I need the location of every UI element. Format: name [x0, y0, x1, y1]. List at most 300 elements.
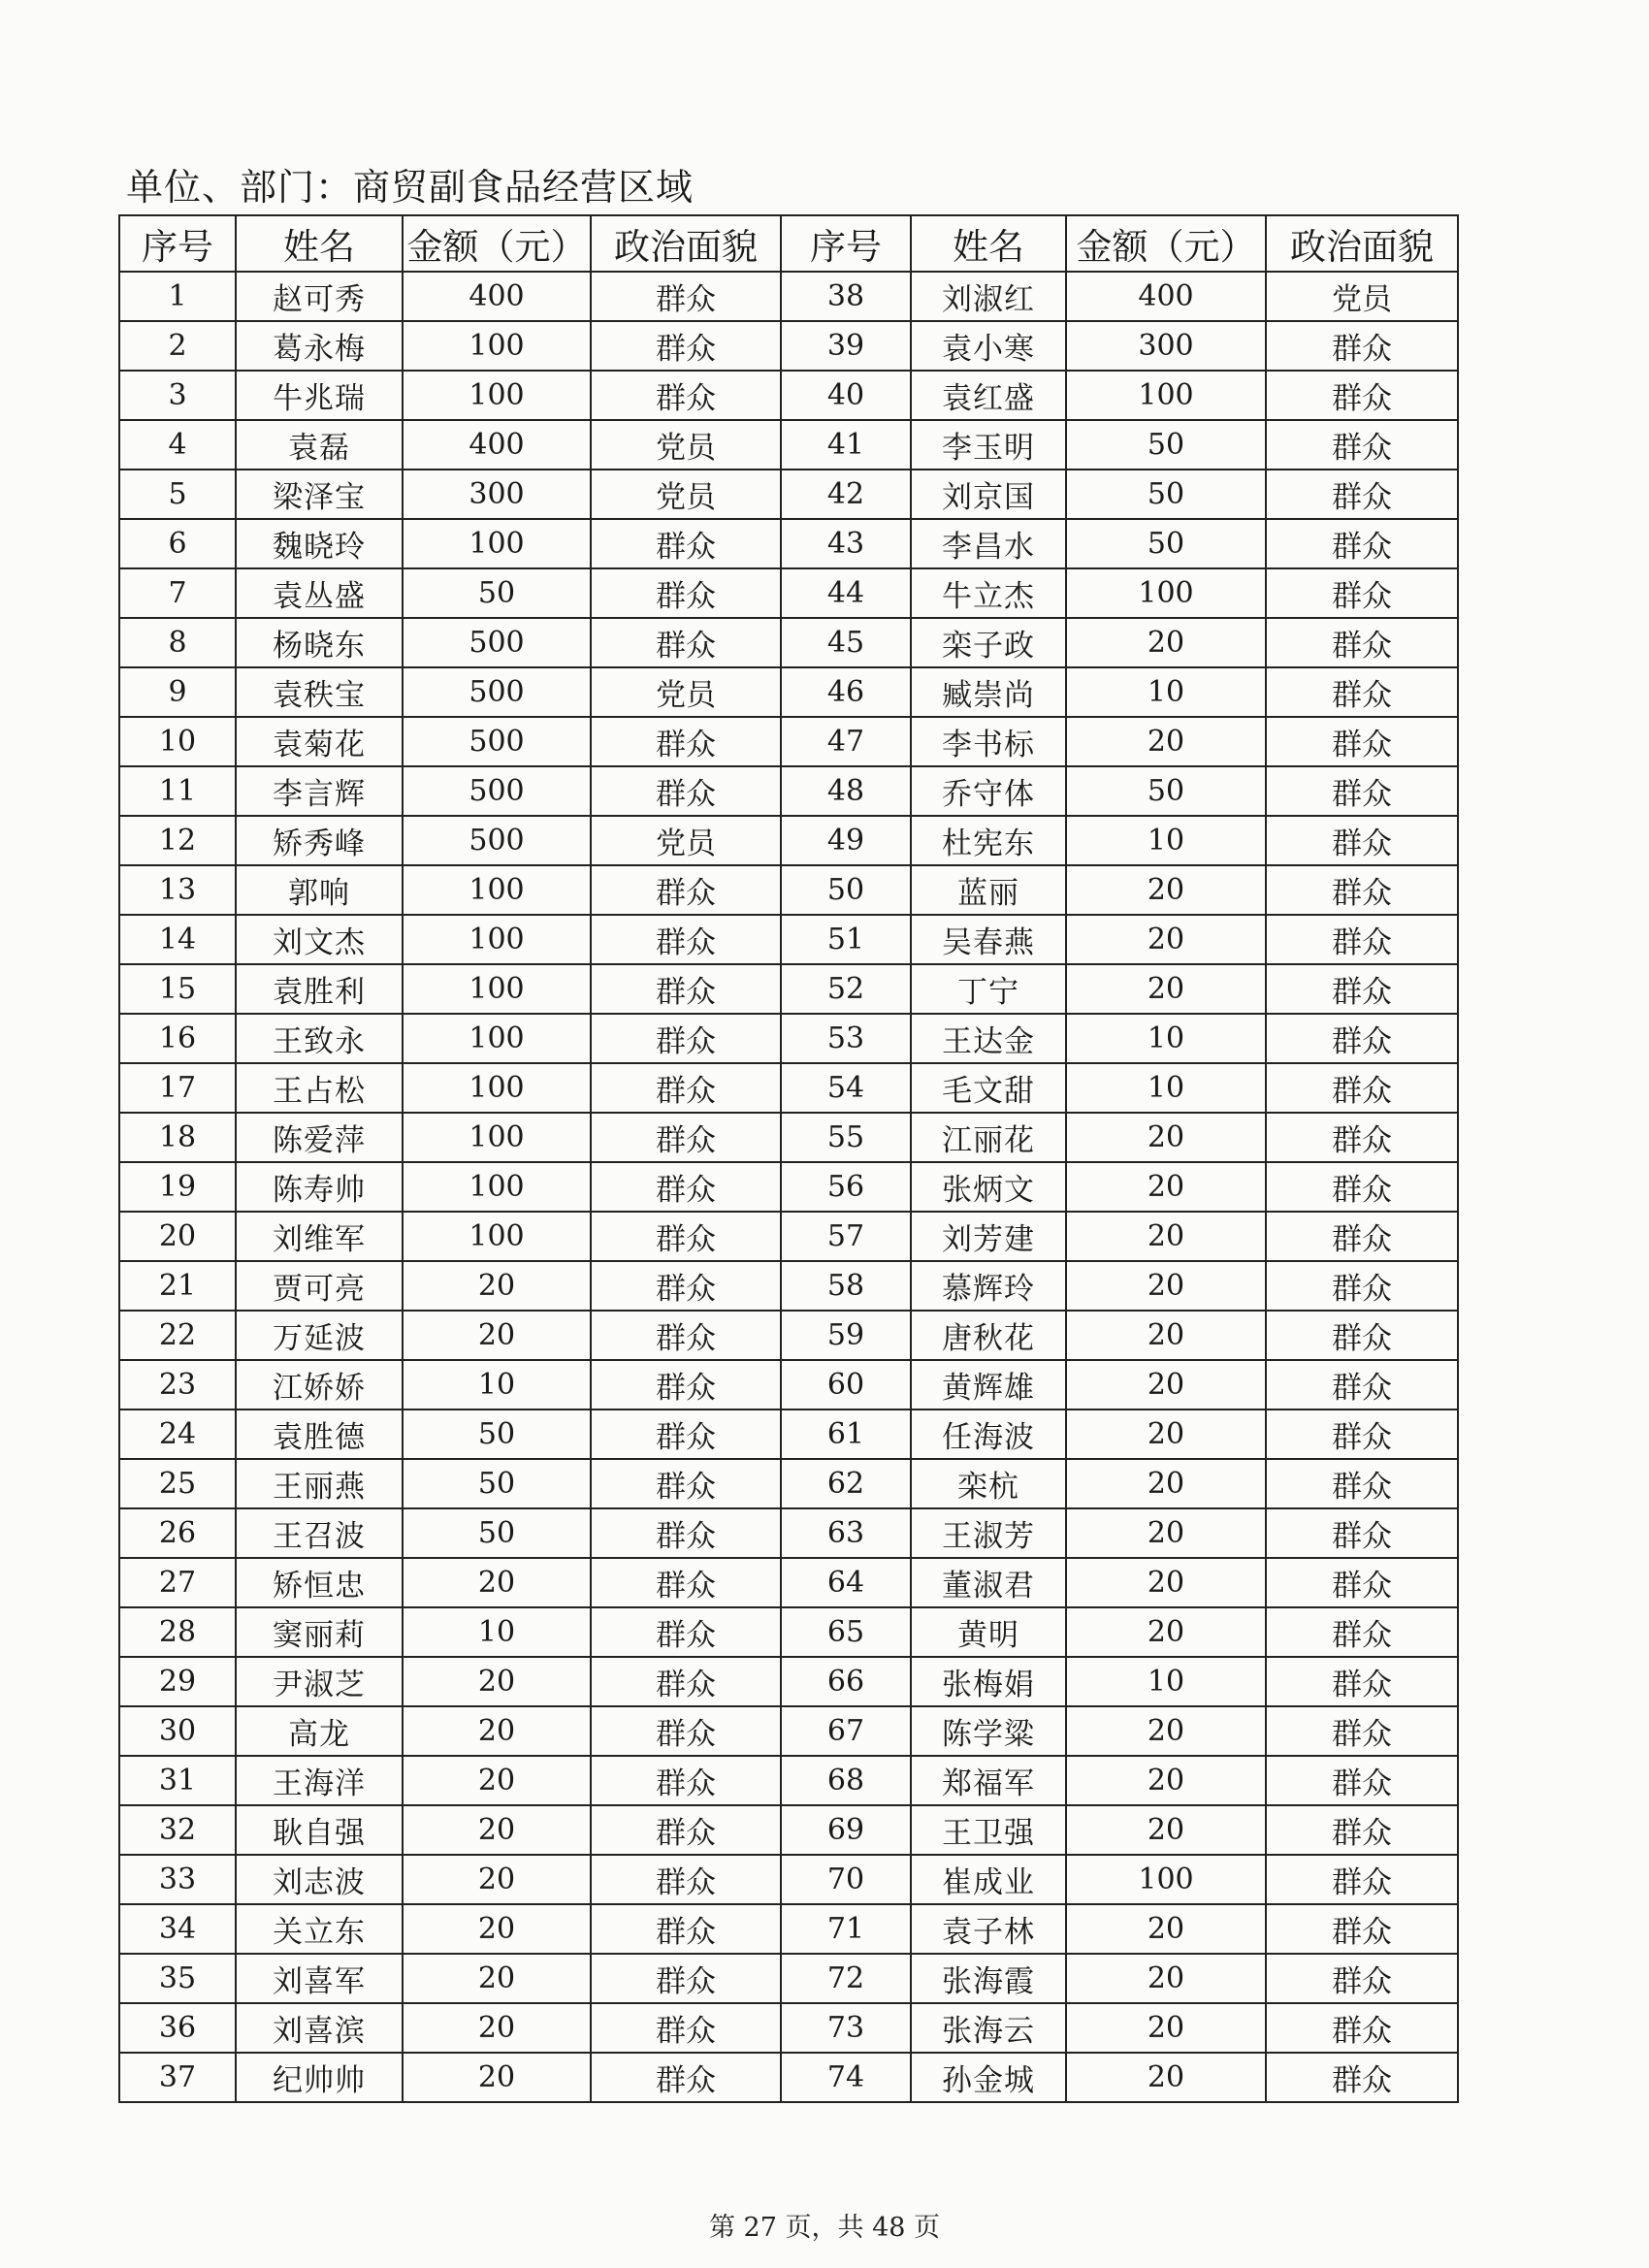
amount-cell: 20: [403, 1657, 591, 1706]
serial-cell: 18: [119, 1113, 236, 1162]
political-status-cell: 群众: [591, 1855, 781, 1904]
serial-cell: 31: [119, 1756, 236, 1805]
serial-cell: 37: [119, 2053, 236, 2102]
amount-cell: 100: [403, 1212, 591, 1261]
political-status-cell: 群众: [591, 1459, 781, 1508]
amount-cell: 400: [403, 272, 591, 321]
name-cell: 赵可秀: [236, 272, 403, 321]
serial-cell: 67: [781, 1706, 911, 1756]
name-cell: 王海洋: [236, 1756, 403, 1805]
serial-cell: 65: [781, 1607, 911, 1657]
name-cell: 郭响: [236, 865, 403, 915]
amount-cell: 50: [1066, 766, 1266, 816]
name-cell: 唐秋花: [911, 1311, 1066, 1360]
political-status-cell: 群众: [591, 2053, 781, 2102]
name-cell: 乔守体: [911, 766, 1066, 816]
name-cell: 牛立杰: [911, 568, 1066, 618]
political-status-cell: 群众: [591, 1805, 781, 1855]
table-row: [119, 1459, 1458, 1508]
amount-cell: 20: [1066, 1607, 1266, 1657]
amount-cell: 100: [403, 1014, 591, 1063]
name-cell: 王占松: [236, 1063, 403, 1113]
serial-cell: 15: [119, 964, 236, 1014]
name-cell: 李昌水: [911, 519, 1066, 568]
serial-cell: 69: [781, 1805, 911, 1855]
amount-cell: 500: [403, 618, 591, 667]
name-cell: 蓝丽: [911, 865, 1066, 915]
table-row: [119, 1558, 1458, 1607]
table-row: [119, 964, 1458, 1014]
amount-cell: 50: [403, 1459, 591, 1508]
serial-cell: 24: [119, 1409, 236, 1459]
amount-cell: 100: [403, 1162, 591, 1212]
serial-cell: 41: [781, 420, 911, 470]
table-row: [119, 1706, 1458, 1756]
serial-cell: 16: [119, 1014, 236, 1063]
name-cell: 纪帅帅: [236, 2053, 403, 2102]
table-row: [119, 1904, 1458, 1954]
political-status-cell: 群众: [591, 766, 781, 816]
serial-cell: 61: [781, 1409, 911, 1459]
amount-cell: 100: [403, 321, 591, 371]
amount-cell: 400: [1066, 272, 1266, 321]
amount-cell: 20: [403, 2003, 591, 2053]
serial-cell: 8: [119, 618, 236, 667]
amount-cell: 20: [1066, 865, 1266, 915]
header-name-right: 姓名: [911, 215, 1066, 272]
political-status-cell: 党员: [1266, 272, 1458, 321]
political-status-cell: 群众: [591, 1607, 781, 1657]
header-political-status-left: 政治面貌: [591, 215, 781, 272]
political-status-cell: 群众: [1266, 1904, 1458, 1954]
political-status-cell: 群众: [1266, 1805, 1458, 1855]
serial-cell: 36: [119, 2003, 236, 2053]
serial-cell: 53: [781, 1014, 911, 1063]
serial-cell: 33: [119, 1855, 236, 1904]
serial-cell: 63: [781, 1508, 911, 1558]
amount-cell: 50: [1066, 519, 1266, 568]
name-cell: 毛文甜: [911, 1063, 1066, 1113]
name-cell: 郑福军: [911, 1756, 1066, 1805]
donation-table: [118, 214, 1459, 2103]
serial-cell: 64: [781, 1558, 911, 1607]
amount-cell: 20: [403, 1261, 591, 1311]
serial-cell: 28: [119, 1607, 236, 1657]
serial-cell: 56: [781, 1162, 911, 1212]
amount-cell: 20: [1066, 1162, 1266, 1212]
political-status-cell: 群众: [591, 1162, 781, 1212]
table-row: [119, 717, 1458, 766]
name-cell: 栾子政: [911, 618, 1066, 667]
amount-cell: 20: [1066, 1508, 1266, 1558]
political-status-cell: 群众: [1266, 667, 1458, 717]
name-cell: 袁子林: [911, 1904, 1066, 1954]
serial-cell: 45: [781, 618, 911, 667]
name-cell: 陈学粱: [911, 1706, 1066, 1756]
table-row: [119, 2053, 1458, 2102]
serial-cell: 34: [119, 1904, 236, 1954]
amount-cell: 20: [1066, 1261, 1266, 1311]
name-cell: 关立东: [236, 1904, 403, 1954]
amount-cell: 10: [1066, 816, 1266, 865]
amount-cell: 500: [403, 667, 591, 717]
name-cell: 黄明: [911, 1607, 1066, 1657]
table-row: [119, 667, 1458, 717]
name-cell: 王致永: [236, 1014, 403, 1063]
political-status-cell: 群众: [591, 865, 781, 915]
table-row: [119, 1756, 1458, 1805]
name-cell: 崔成业: [911, 1855, 1066, 1904]
name-cell: 窦丽莉: [236, 1607, 403, 1657]
amount-cell: 20: [403, 1954, 591, 2003]
name-cell: 刘喜滨: [236, 2003, 403, 2053]
amount-cell: 20: [1066, 1212, 1266, 1261]
political-status-cell: 群众: [1266, 964, 1458, 1014]
political-status-cell: 群众: [591, 1706, 781, 1756]
serial-cell: 22: [119, 1311, 236, 1360]
political-status-cell: 群众: [591, 1904, 781, 1954]
name-cell: 丁宁: [911, 964, 1066, 1014]
name-cell: 尹淑芝: [236, 1657, 403, 1706]
political-status-cell: 群众: [1266, 1311, 1458, 1360]
serial-cell: 12: [119, 816, 236, 865]
table-row: [119, 1360, 1458, 1409]
amount-cell: 20: [1066, 1558, 1266, 1607]
serial-cell: 43: [781, 519, 911, 568]
header-amount-right: 金额（元）: [1066, 215, 1266, 272]
serial-cell: 27: [119, 1558, 236, 1607]
serial-cell: 49: [781, 816, 911, 865]
amount-cell: 100: [403, 519, 591, 568]
table-row: [119, 568, 1458, 618]
political-status-cell: 群众: [591, 1558, 781, 1607]
name-cell: 黄辉雄: [911, 1360, 1066, 1409]
amount-cell: 20: [403, 2053, 591, 2102]
serial-cell: 19: [119, 1162, 236, 1212]
table-header-row: [119, 215, 1458, 272]
amount-cell: 10: [403, 1360, 591, 1409]
amount-cell: 20: [1066, 618, 1266, 667]
header-serial-left: 序号: [119, 215, 236, 272]
political-status-cell: 群众: [591, 964, 781, 1014]
political-status-cell: 群众: [591, 519, 781, 568]
amount-cell: 20: [403, 1311, 591, 1360]
political-status-cell: 群众: [1266, 1657, 1458, 1706]
amount-cell: 100: [1066, 371, 1266, 420]
serial-cell: 3: [119, 371, 236, 420]
name-cell: 袁菊花: [236, 717, 403, 766]
name-cell: 王卫强: [911, 1805, 1066, 1855]
political-status-cell: 群众: [591, 1212, 781, 1261]
amount-cell: 20: [1066, 964, 1266, 1014]
name-cell: 袁磊: [236, 420, 403, 470]
serial-cell: 23: [119, 1360, 236, 1409]
amount-cell: 20: [1066, 1954, 1266, 2003]
serial-cell: 52: [781, 964, 911, 1014]
political-status-cell: 群众: [1266, 1360, 1458, 1409]
table-row: [119, 1014, 1458, 1063]
amount-cell: 100: [403, 1113, 591, 1162]
name-cell: 臧崇尚: [911, 667, 1066, 717]
amount-cell: 20: [1066, 1904, 1266, 1954]
header-amount-left: 金额（元）: [403, 215, 591, 272]
table-row: [119, 618, 1458, 667]
serial-cell: 21: [119, 1261, 236, 1311]
table-row: [119, 1805, 1458, 1855]
name-cell: 吴春燕: [911, 915, 1066, 964]
name-cell: 张海云: [911, 2003, 1066, 2053]
serial-cell: 58: [781, 1261, 911, 1311]
name-cell: 王淑芳: [911, 1508, 1066, 1558]
table-row: [119, 1063, 1458, 1113]
serial-cell: 20: [119, 1212, 236, 1261]
name-cell: 魏晓玲: [236, 519, 403, 568]
political-status-cell: 群众: [1266, 2003, 1458, 2053]
table-row: [119, 470, 1458, 519]
amount-cell: 10: [403, 1607, 591, 1657]
amount-cell: 100: [1066, 1855, 1266, 1904]
political-status-cell: 群众: [591, 1954, 781, 2003]
political-status-cell: 群众: [591, 618, 781, 667]
political-status-cell: 群众: [591, 1508, 781, 1558]
serial-cell: 71: [781, 1904, 911, 1954]
amount-cell: 10: [1066, 1657, 1266, 1706]
political-status-cell: 群众: [1266, 1756, 1458, 1805]
serial-cell: 44: [781, 568, 911, 618]
name-cell: 贾可亮: [236, 1261, 403, 1311]
political-status-cell: 群众: [591, 2003, 781, 2053]
name-cell: 王丽燕: [236, 1459, 403, 1508]
amount-cell: 300: [403, 470, 591, 519]
name-cell: 袁胜德: [236, 1409, 403, 1459]
political-status-cell: 群众: [1266, 915, 1458, 964]
name-cell: 袁红盛: [911, 371, 1066, 420]
name-cell: 江丽花: [911, 1113, 1066, 1162]
amount-cell: 10: [1066, 1014, 1266, 1063]
political-status-cell: 群众: [1266, 1508, 1458, 1558]
name-cell: 刘喜军: [236, 1954, 403, 2003]
political-status-cell: 群众: [1266, 1113, 1458, 1162]
amount-cell: 20: [403, 1756, 591, 1805]
name-cell: 矫秀峰: [236, 816, 403, 865]
serial-cell: 40: [781, 371, 911, 420]
amount-cell: 20: [403, 1904, 591, 1954]
amount-cell: 20: [1066, 1409, 1266, 1459]
table-row: [119, 519, 1458, 568]
header-name-left: 姓名: [236, 215, 403, 272]
serial-cell: 14: [119, 915, 236, 964]
serial-cell: 1: [119, 272, 236, 321]
name-cell: 刘芳建: [911, 1212, 1066, 1261]
amount-cell: 20: [403, 1855, 591, 1904]
political-status-cell: 群众: [1266, 1459, 1458, 1508]
serial-cell: 5: [119, 470, 236, 519]
name-cell: 李玉明: [911, 420, 1066, 470]
serial-cell: 68: [781, 1756, 911, 1805]
table-row: [119, 1607, 1458, 1657]
amount-cell: 400: [403, 420, 591, 470]
political-status-cell: 群众: [1266, 519, 1458, 568]
amount-cell: 100: [403, 915, 591, 964]
name-cell: 慕辉玲: [911, 1261, 1066, 1311]
political-status-cell: 群众: [1266, 1261, 1458, 1311]
political-status-cell: 群众: [591, 371, 781, 420]
name-cell: 李言辉: [236, 766, 403, 816]
name-cell: 陈寿帅: [236, 1162, 403, 1212]
name-cell: 刘维军: [236, 1212, 403, 1261]
political-status-cell: 群众: [591, 1756, 781, 1805]
amount-cell: 100: [403, 371, 591, 420]
name-cell: 矫恒忠: [236, 1558, 403, 1607]
amount-cell: 20: [1066, 1756, 1266, 1805]
table-row: [119, 420, 1458, 470]
political-status-cell: 党员: [591, 816, 781, 865]
serial-cell: 72: [781, 1954, 911, 2003]
political-status-cell: 党员: [591, 470, 781, 519]
political-status-cell: 群众: [1266, 1063, 1458, 1113]
table-row: [119, 816, 1458, 865]
amount-cell: 20: [1066, 1360, 1266, 1409]
serial-cell: 25: [119, 1459, 236, 1508]
serial-cell: 59: [781, 1311, 911, 1360]
political-status-cell: 群众: [591, 321, 781, 371]
political-status-cell: 群众: [1266, 420, 1458, 470]
amount-cell: 500: [403, 717, 591, 766]
political-status-cell: 群众: [591, 272, 781, 321]
name-cell: 万延波: [236, 1311, 403, 1360]
table-row: [119, 1162, 1458, 1212]
amount-cell: 100: [403, 865, 591, 915]
name-cell: 刘淑红: [911, 272, 1066, 321]
serial-cell: 13: [119, 865, 236, 915]
amount-cell: 20: [403, 1706, 591, 1756]
serial-cell: 30: [119, 1706, 236, 1756]
political-status-cell: 群众: [591, 1311, 781, 1360]
political-status-cell: 群众: [1266, 470, 1458, 519]
table-row: [119, 1954, 1458, 2003]
amount-cell: 10: [1066, 1063, 1266, 1113]
serial-cell: 7: [119, 568, 236, 618]
serial-cell: 2: [119, 321, 236, 371]
serial-cell: 50: [781, 865, 911, 915]
serial-cell: 26: [119, 1508, 236, 1558]
name-cell: 孙金城: [911, 2053, 1066, 2102]
political-status-cell: 群众: [591, 1113, 781, 1162]
amount-cell: 10: [1066, 667, 1266, 717]
political-status-cell: 群众: [591, 568, 781, 618]
political-status-cell: 群众: [1266, 1409, 1458, 1459]
amount-cell: 20: [403, 1805, 591, 1855]
amount-cell: 20: [1066, 1113, 1266, 1162]
serial-cell: 46: [781, 667, 911, 717]
amount-cell: 100: [403, 1063, 591, 1113]
amount-cell: 20: [1066, 1706, 1266, 1756]
political-status-cell: 群众: [1266, 618, 1458, 667]
name-cell: 王达金: [911, 1014, 1066, 1063]
name-cell: 杨晓东: [236, 618, 403, 667]
political-status-cell: 群众: [591, 915, 781, 964]
serial-cell: 10: [119, 717, 236, 766]
table-row: [119, 2003, 1458, 2053]
serial-cell: 32: [119, 1805, 236, 1855]
serial-cell: 29: [119, 1657, 236, 1706]
amount-cell: 20: [403, 1558, 591, 1607]
political-status-cell: 群众: [1266, 816, 1458, 865]
name-cell: 杜宪东: [911, 816, 1066, 865]
amount-cell: 20: [1066, 1459, 1266, 1508]
name-cell: 张海霞: [911, 1954, 1066, 2003]
amount-cell: 100: [403, 964, 591, 1014]
serial-cell: 47: [781, 717, 911, 766]
table-row: [119, 1855, 1458, 1904]
name-cell: 袁秩宝: [236, 667, 403, 717]
name-cell: 王召波: [236, 1508, 403, 1558]
header-political-status-right: 政治面貌: [1266, 215, 1458, 272]
political-status-cell: 群众: [1266, 1706, 1458, 1756]
amount-cell: 50: [1066, 420, 1266, 470]
serial-cell: 73: [781, 2003, 911, 2053]
name-cell: 刘志波: [236, 1855, 403, 1904]
serial-cell: 55: [781, 1113, 911, 1162]
political-status-cell: 群众: [591, 717, 781, 766]
amount-cell: 300: [1066, 321, 1266, 371]
amount-cell: 50: [403, 568, 591, 618]
table-row: [119, 1311, 1458, 1360]
political-status-cell: 群众: [1266, 2053, 1458, 2102]
table-row: [119, 1113, 1458, 1162]
political-status-cell: 群众: [1266, 1855, 1458, 1904]
serial-cell: 42: [781, 470, 911, 519]
serial-cell: 11: [119, 766, 236, 816]
table-row: [119, 321, 1458, 371]
political-status-cell: 群众: [1266, 1162, 1458, 1212]
table-row: [119, 272, 1458, 321]
name-cell: 耿自强: [236, 1805, 403, 1855]
table-row: [119, 1657, 1458, 1706]
political-status-cell: 群众: [591, 1261, 781, 1311]
serial-cell: 66: [781, 1657, 911, 1706]
political-status-cell: 群众: [1266, 865, 1458, 915]
amount-cell: 20: [1066, 717, 1266, 766]
political-status-cell: 群众: [1266, 321, 1458, 371]
serial-cell: 54: [781, 1063, 911, 1113]
political-status-cell: 群众: [591, 1014, 781, 1063]
name-cell: 葛永梅: [236, 321, 403, 371]
serial-cell: 51: [781, 915, 911, 964]
political-status-cell: 群众: [591, 1657, 781, 1706]
amount-cell: 500: [403, 766, 591, 816]
name-cell: 袁丛盛: [236, 568, 403, 618]
table-row: [119, 766, 1458, 816]
political-status-cell: 党员: [591, 420, 781, 470]
table-row: [119, 1261, 1458, 1311]
name-cell: 张炳文: [911, 1162, 1066, 1212]
amount-cell: 50: [403, 1409, 591, 1459]
serial-cell: 48: [781, 766, 911, 816]
name-cell: 高龙: [236, 1706, 403, 1756]
name-cell: 陈爱萍: [236, 1113, 403, 1162]
serial-cell: 9: [119, 667, 236, 717]
political-status-cell: 群众: [1266, 568, 1458, 618]
political-status-cell: 群众: [1266, 371, 1458, 420]
page-heading: 单位、部门：商贸副食品经营区域: [126, 166, 695, 209]
table-row: [119, 915, 1458, 964]
political-status-cell: 群众: [1266, 1558, 1458, 1607]
name-cell: 牛兆瑞: [236, 371, 403, 420]
page-footer: 第 27 页，共 48 页: [708, 2213, 941, 2243]
political-status-cell: 群众: [1266, 717, 1458, 766]
amount-cell: 20: [1066, 2003, 1266, 2053]
